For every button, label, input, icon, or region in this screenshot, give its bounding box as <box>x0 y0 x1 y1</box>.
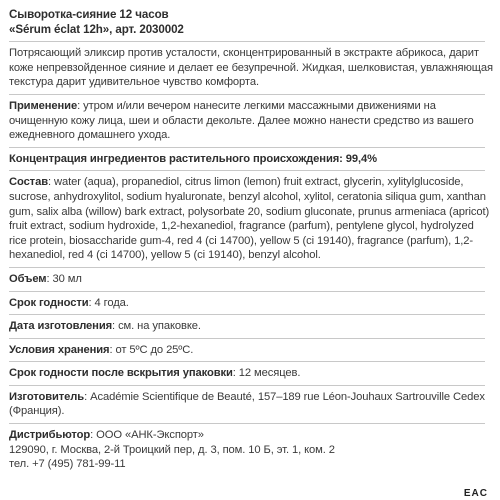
manufacturer-section <box>9 390 493 419</box>
shelf-life-section <box>9 296 493 311</box>
manufacturer-text: : Académie Scientifique de Beauté, 157–189 rue Léon-Jouhaux Sartrouville Cedex (Франция). <box>9 390 485 418</box>
distributor-section <box>9 428 493 443</box>
divider <box>9 267 485 268</box>
usage-text: : утром и/или вечером нанесите легкими массажными движениями на очищенную кожу лица, шеи и области декольте. Далее можно нанести средство из вашего ежедневного домашнего ухода. <box>9 99 474 142</box>
composition-section <box>9 175 493 263</box>
manufacture-date-text: : см. на упаковке. <box>112 320 201 333</box>
divider <box>9 423 485 424</box>
after-opening-label: Срок годности после вскрытия упаковки <box>9 367 233 380</box>
product-description: Потрясающий эликсир против усталости, сконцентрированный в экстракте абрикоса, дарит коже непревзойденное сияние и делает ее безупречной. Жидкая, шелковистая, увлажняющая текстура дарит удивительное чувство комфорта. <box>9 47 493 89</box>
storage-text: : от 5ºС до 25ºС. <box>109 343 194 356</box>
product-title: Сыворотка-сияние 12 часов <box>9 8 169 21</box>
manufacture-date-section <box>9 319 493 334</box>
shelf-life-label: Срок годности <box>9 296 89 309</box>
storage-section <box>9 343 493 358</box>
distributor-text: : ООО «АНК-Экспорт» <box>90 429 204 442</box>
shelf-life-text: : 4 года. <box>88 296 129 309</box>
manufacturer-label: Изготовитель <box>9 390 85 403</box>
volume-label: Объем <box>9 272 47 285</box>
usage-section <box>9 99 493 143</box>
product-subtitle: «Sérum éclat 12h», арт. 2030002 <box>9 22 184 36</box>
divider <box>9 147 485 148</box>
divider <box>9 385 485 386</box>
divider <box>9 41 485 42</box>
divider <box>9 361 485 362</box>
eac-certification-mark: EAC <box>463 488 488 499</box>
concentration-section: Концентрация ингредиентов растительного происхождения: 99,4% <box>9 152 378 165</box>
storage-label: Условия хранения <box>9 343 110 356</box>
volume-section <box>9 272 493 287</box>
after-opening-section <box>9 366 493 381</box>
divider <box>9 338 485 339</box>
distributor-label: Дистрибьютор <box>9 429 91 442</box>
distributor-address: 129090, г. Москва, 2-й Троицкий пер, д. 3, пом. 10 Б, эт. 1, ком. 2 <box>9 443 335 456</box>
divider <box>9 314 485 315</box>
composition-text: : water (aqua), propanediol, citrus limon (lemon) fruit extract, glycerin, xylitylglucoside, sucrose, anhydroxylitol, sodium hyaluronate, benzyl alcohol, xylitol, ceratonia siliqua gum, xanthan gum, salix alba (willow) bark extract, polysorbate 20, sodium gluconate, prunus armeniaca (apricot) fruit extract, sodium hydroxide, 1,2-hexanediol, fragrance (parfum), pentylene glycol, hydrolyzed rice protein, biosaccharide gum-4, red 4 (ci 14700), yellow 5 (ci 19140), fragrance (parfum), 1,2-hexanediol, red 4 (ci 14700), yellow 5 (ci 19140), benzyl alcohol. <box>9 176 490 262</box>
divider <box>9 94 485 95</box>
after-opening-text: : 12 месяцев. <box>232 367 301 380</box>
usage-label: Применение <box>9 99 78 112</box>
manufacture-date-label: Дата изготовления <box>9 320 113 333</box>
product-info-sheet <box>9 8 493 472</box>
distributor-phone: тел. +7 (495) 781-99-11 <box>9 458 126 471</box>
divider <box>9 170 485 171</box>
composition-label: Состав <box>9 176 48 189</box>
volume-text: : 30 мл <box>46 272 82 285</box>
divider <box>9 291 485 292</box>
